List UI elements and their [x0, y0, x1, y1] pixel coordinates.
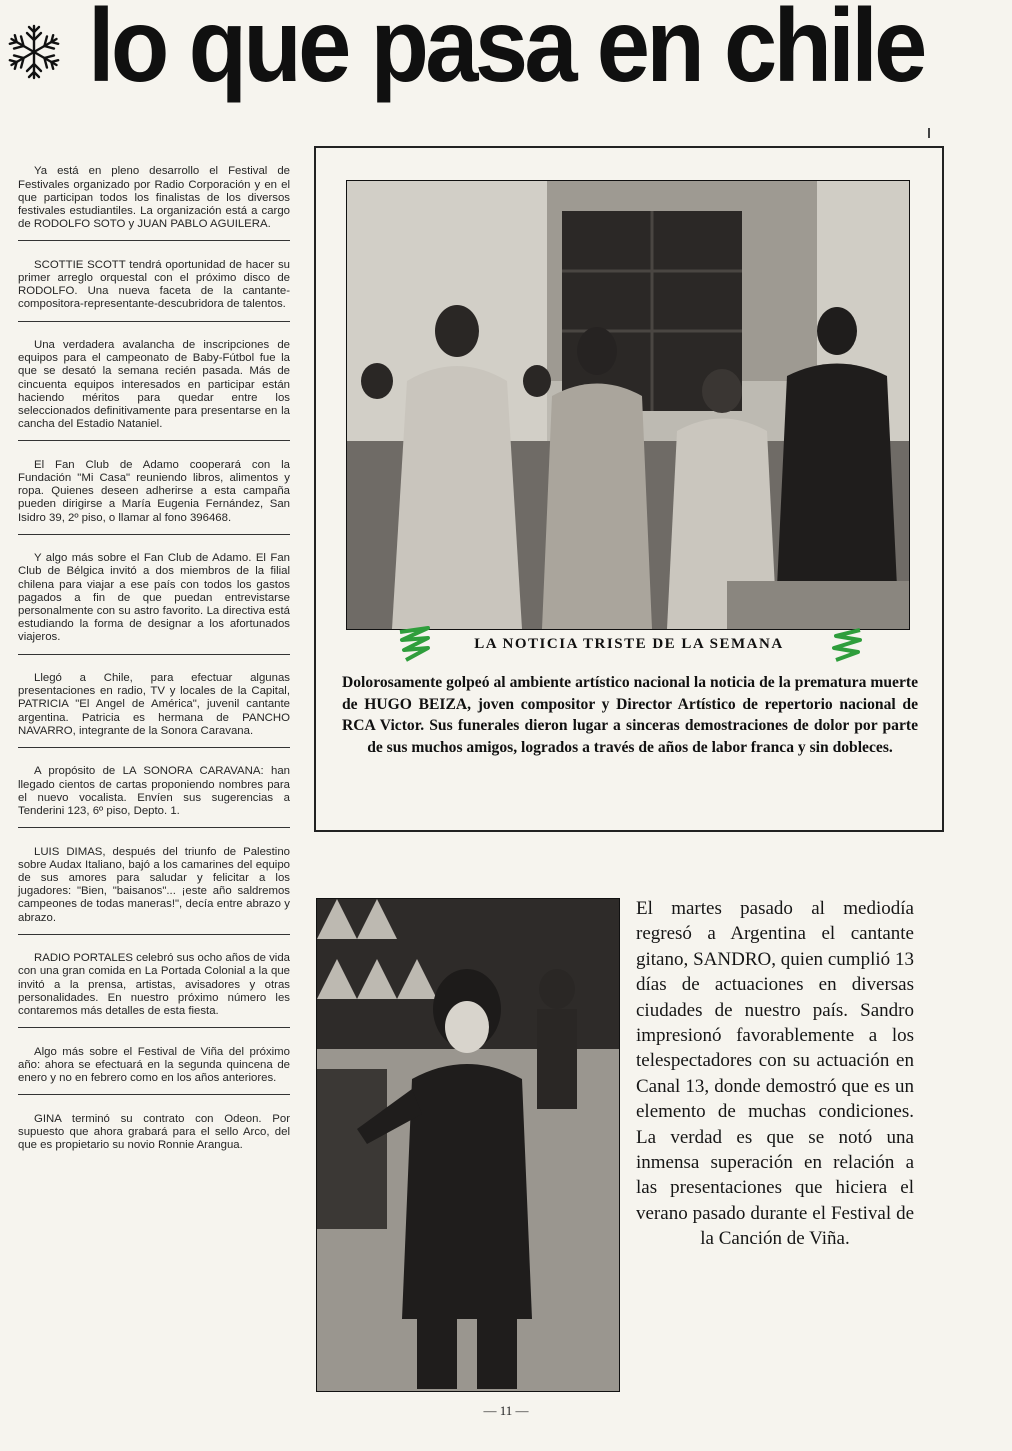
news-brief: LUIS DIMAS, después del triunfo de Palestino sobre Audax Italiano, bajó a los camarines del equipo de sus amores para saludar y felicitar a los jugadores: "Bien, "baisanos"... ¡este año saldremos campeones de todas maneras!", decía entre abrazo y abrazo.	[18, 840, 290, 935]
page-title: lo que pasa en chile	[88, 0, 924, 104]
news-brief: SCOTTIE SCOTT tendrá oportunidad de hacer su primer arreglo orquestal con el próximo disco de RODOLFO. Una nueva faceta de la cantante-compositora-representante-descubridora de talentos.	[18, 253, 290, 322]
feature-box	[314, 146, 944, 832]
page-number: — 11 —	[483, 1403, 529, 1418]
funeral-photo	[346, 180, 910, 630]
news-brief: RADIO PORTALES celebró sus ocho años de vida con una gran comida en La Portada Colonial a la que invitó a la prensa, artistas, avisadores y otras personalidades. En nuestro próximo número les contaremos más detalles de esta fiesta.	[18, 946, 290, 1028]
news-brief: Algo más sobre el Festival de Viña del próximo año: ahora se efectuará en la segunda quincena de enero y no en febrero como en los años anteriores.	[18, 1040, 290, 1096]
news-brief: El Fan Club de Adamo cooperará con la Fundación "Mi Casa" reuniendo libros, alimentos y ropa. Quienes deseen adherirse a esta campaña pueden dirigirse a María Eugenia Fernández, San Isidro 39, 2º piso, o llamar al fono 396468.	[18, 453, 290, 535]
feature-heading: LA NOTICIA TRISTE DE LA SEMANA	[474, 636, 784, 652]
news-brief: A propósito de LA SONORA CARAVANA: han llegado cientos de cartas proponiendo nombres para el nuevo vocalista. Envíen sus sugerencias a Tenderini 123, 6º piso, Depto. 1.	[18, 759, 290, 828]
news-brief: Y algo más sobre el Fan Club de Adamo. El Fan Club de Bélgica invitó a dos miembros de la filial chilena para viajar a ese país con todos los gastos pagados a fin de que puedan entrevistarse personalmente con su astro favorito. La directiva está estudiando la forma de designar a los afortunados viajeros.	[18, 546, 290, 654]
snowflake-icon	[4, 22, 64, 82]
news-briefs-column	[18, 148, 290, 1171]
news-brief: Ya está en pleno desarrollo el Festival de Festivales organizado por Radio Corporación y en el que participan todos los finalistas de los diversos festivales estudiantiles. La organización está a cargo de RODOLFO SOTO y JUAN PABLO AGUILERA.	[18, 159, 290, 241]
news-brief: GINA terminó su contrato con Odeon. Por supuesto que ahora grabará para el sello Arco, del que es propietario su novio Ronnie Arangua.	[18, 1112, 290, 1152]
page-header	[0, 0, 1012, 140]
print-mark	[928, 128, 930, 138]
sandro-article: El martes pasado al mediodía regresó a Argentina el cantante gitano, SANDRO, quien cumplió 13 días de actuaciones en diversas ciudades de nuestro país. Sandro impresionó favorablemente a los telespectadores con su actuación en Canal 13, donde demostró que es un elemento de muchas condiciones. La verdad es que se notó una inmensa superación en relación a las presentaciones que hiciera el verano pasado durante el Festival de la Canción de Viña.	[636, 898, 914, 1250]
feature-caption: Dolorosamente golpeó al ambiente artístico nacional la noticia de la prematura muerte de HUGO BEIZA, joven compositor y Director Artístico de repertorio nacional de RCA Victor. Sus funerales dieron lugar a sinceras demostraciones de dolor por parte de sus muchos amigos, logrados a través de años de labor franca y sin dobleces.	[342, 674, 918, 756]
news-brief: Llegó a Chile, para efectuar algunas presentaciones en radio, TV y locales de la Capital, PATRICIA "El Angel de América", juvenil cantante argentina. Patricia es hermana de PANCHO NAVARRO, integrante de la Sonora Caravana.	[18, 666, 290, 748]
sandro-photo	[316, 898, 620, 1392]
news-brief: Una verdadera avalancha de inscripciones de equipos para el campeonato de Baby-Fútbol fue la que se desató la semana recién pasada. Más de cincuenta equipos interesados en participar están haciendo méritos para quedar entre los seleccionados definitivamente para presentarse en la cancha del Estadio Nataniel.	[18, 333, 290, 441]
